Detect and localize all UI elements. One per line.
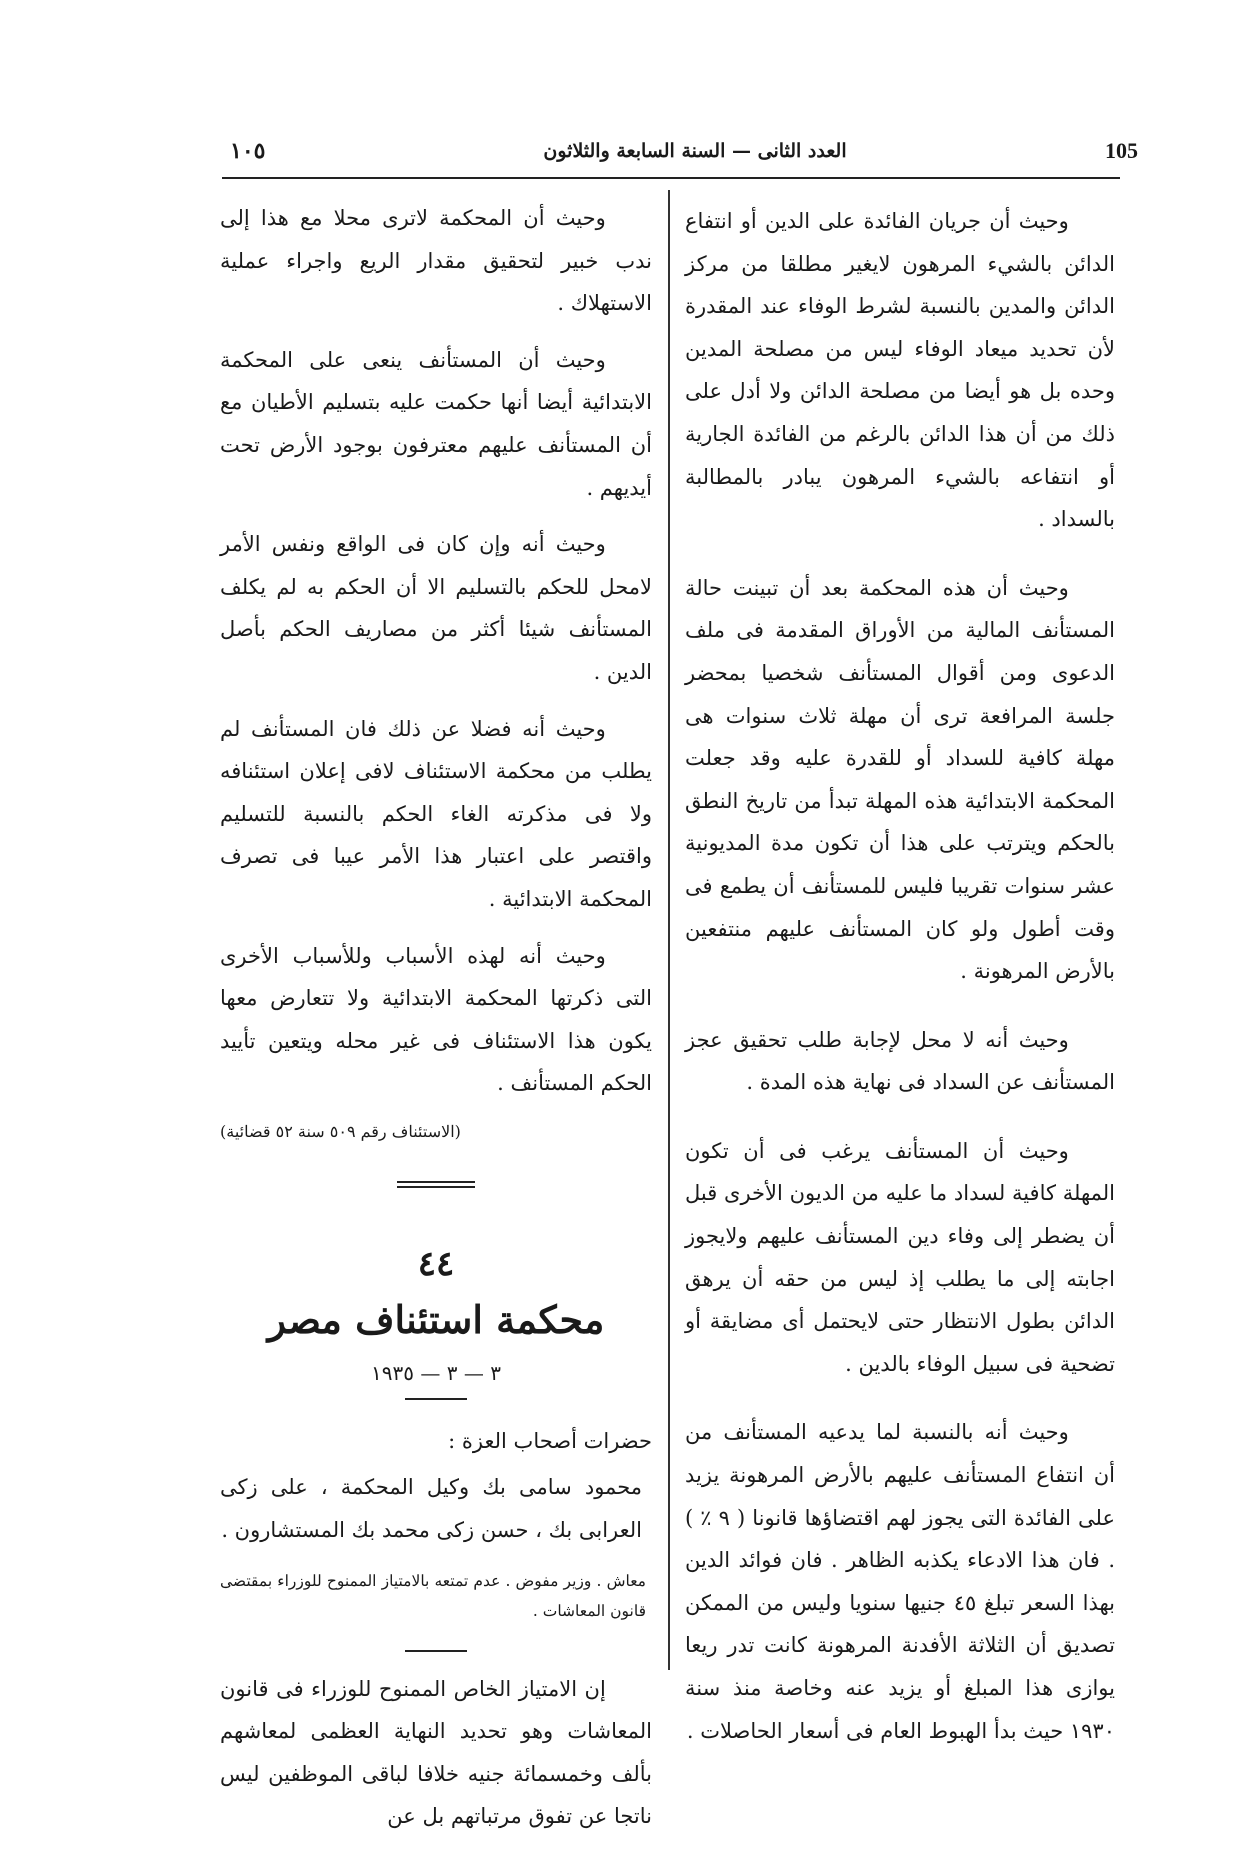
- present-label: حضرات أصحاب العزة :: [448, 1428, 652, 1453]
- paragraph: وحيث أنه فضلا عن ذلك فان المستأنف لم يطلب من محكمة الاستئناف لافى إعلان استئنافه ولا فى مذكرته الغاء الحكم بالنسبة للتسليم واقتصر على اعتبار هذا الأمر عيبا فى تصرف المحكمة الابتدائية .: [220, 716, 652, 911]
- paragraph: إن الامتياز الخاص الممنوح للوزراء فى قانون المعاشات وهو تحديد النهاية العظمى لمعاشهم بألف وخمسمائة جنيه خلافا لباقى الموظفين ليس ناتجا عن تفوق مرتباتهم بل عن: [220, 1676, 652, 1829]
- header-rule: [222, 177, 1120, 179]
- paragraph: وحيث أنه بالنسبة لما يدعيه المستأنف من أن انتفاع المستأنف عليهم بالأرض المرهونة يزيد على الفائدة التى يجوز لهم اقتضاؤها قانونا ( ٩ ٪ ) . فان هذا الادعاء يكذبه الظاهر . فان فوائد الدين بهذا السعر تبلغ ٤٥ جنيها سنويا وليس من الممكن تصديق أن الثلاثة الأفدنة المرهونة كانت تدر ريعا يوازى هذا المبلغ أو يزيد عنه وخاصة منذ سنة ١٩٣٠ حيث بدأ الهبوط العام فى أسعار الحاصلات .: [685, 1420, 1116, 1743]
- title-rule: [405, 1398, 467, 1400]
- case-date: ٣ — ٣ — ١٩٣٥: [371, 1360, 501, 1385]
- page-number-arabic: ١٠٥: [230, 138, 266, 164]
- paragraph: وحيث أن المستأنف يرغب فى أن تكون المهلة كافية لسداد ما عليه من الديون الأخرى قبل أن يضطر إلى وفاء دين المستأنف عليهم ولايجوز اجابته إلى ما يطلب إذ ليس من حقه أن يرهق الدائن بطول الانتظار حتى لايحتمل أى مضايقة أو تضحية فى سبيل الوفاء بالدين .: [685, 1138, 1115, 1376]
- paragraph: وحيث أنه لهذه الأسباب وللأسباب الأخرى التى ذكرتها المحكمة الابتدائية ولا تتعارض معها يكون هذا الاستئناف فى غير محله ويتعين تأييد الحكم المستأنف .: [220, 943, 652, 1096]
- paragraph: وحيث أن جريان الفائدة على الدين أو انتفاع الدائن بالشيء المرهون لايغير مطلقا من مركز الدائن والمدين بالنسبة لشرط الوفاء عند المقدرة لأن تحديد ميعاد الوفاء ليس من مصلحة المدين وحده بل هو أيضا من مصلحة الدائن ولا أدل على ذلك من أن هذا الدائن بالرغم من الفائدة الجارية أو انتفاعه بالشيء المرهون يبادر بالمطالبة بالسداد .: [685, 209, 1115, 532]
- running-head: العدد الثانى — السنة السابعة والثلاثون: [543, 140, 847, 162]
- case-number: ٤٤: [417, 1243, 455, 1284]
- paragraph: وحيث أنه وإن كان فى الواقع ونفس الأمر لامحل للحكم بالتسليم الا أن الحكم به لم يكلف المستأنف شيئا أكثر من مصاريف الحكم بأصل الدين .: [220, 532, 652, 684]
- case-citation: (الاستئناف رقم ٥٠٩ سنة ٥٢ قضائية): [220, 1121, 461, 1141]
- paragraph: وحيث أن هذه المحكمة بعد أن تبينت حالة المستأنف المالية من الأوراق المقدمة فى ملف الدعوى ومن أقوال المستأنف شخصيا بمحضر جلسة المرافعة ترى أن مهلة ثلاث سنوات هى مهلة كافية للسداد أو للقدرة عليه وقد جعلت المحكمة الابتدائية هذه المهلة تبدأ من تاريخ النطق بالحكم ويترتب على هذا أن تكون مدة المديونية عشر سنوات تقريبا فليس للمستأنف أن يطمع فى وقت أطول ولو كان المستأنف عليهم منتفعين بالأرض المرهونة .: [685, 575, 1115, 984]
- court-title: محكمة استئناف مصر: [267, 1296, 605, 1342]
- paragraph: وحيث أن المحكمة لاترى محلا مع هذا إلى ندب خبير لتحقيق مقدار الريع واجراء عملية الاستهلاك .: [220, 206, 652, 316]
- left-column: [220, 197, 652, 1852]
- section-divider: [397, 1181, 475, 1188]
- page-header: [225, 138, 1138, 172]
- judges-list: محمود سامى بك وكيل المحكمة ، على زكى العرابى بك ، حسن زكى محمد بك المستشارون .: [220, 1475, 642, 1543]
- headnote-rule: [405, 1650, 467, 1652]
- column-divider: [668, 190, 670, 1670]
- paragraph: وحيث أنه لا محل لإجابة طلب تحقيق عجز المستأنف عن السداد فى نهاية هذه المدة .: [685, 1027, 1115, 1095]
- headnote: معاش . وزير مفوض . عدم تمتعه بالامتياز الممنوح للوزراء بمقتضى قانون المعاشات .: [220, 1571, 646, 1620]
- right-column: [685, 200, 1115, 1778]
- paragraph: وحيث أن المستأنف ينعى على المحكمة الابتدائية أيضا أنها حكمت عليه بتسليم الأطيان مع أن المستأنف عليهم معترفون بوجود الأرض تحت أيديهم .: [220, 347, 652, 500]
- page-number-latin: 105: [1105, 138, 1138, 163]
